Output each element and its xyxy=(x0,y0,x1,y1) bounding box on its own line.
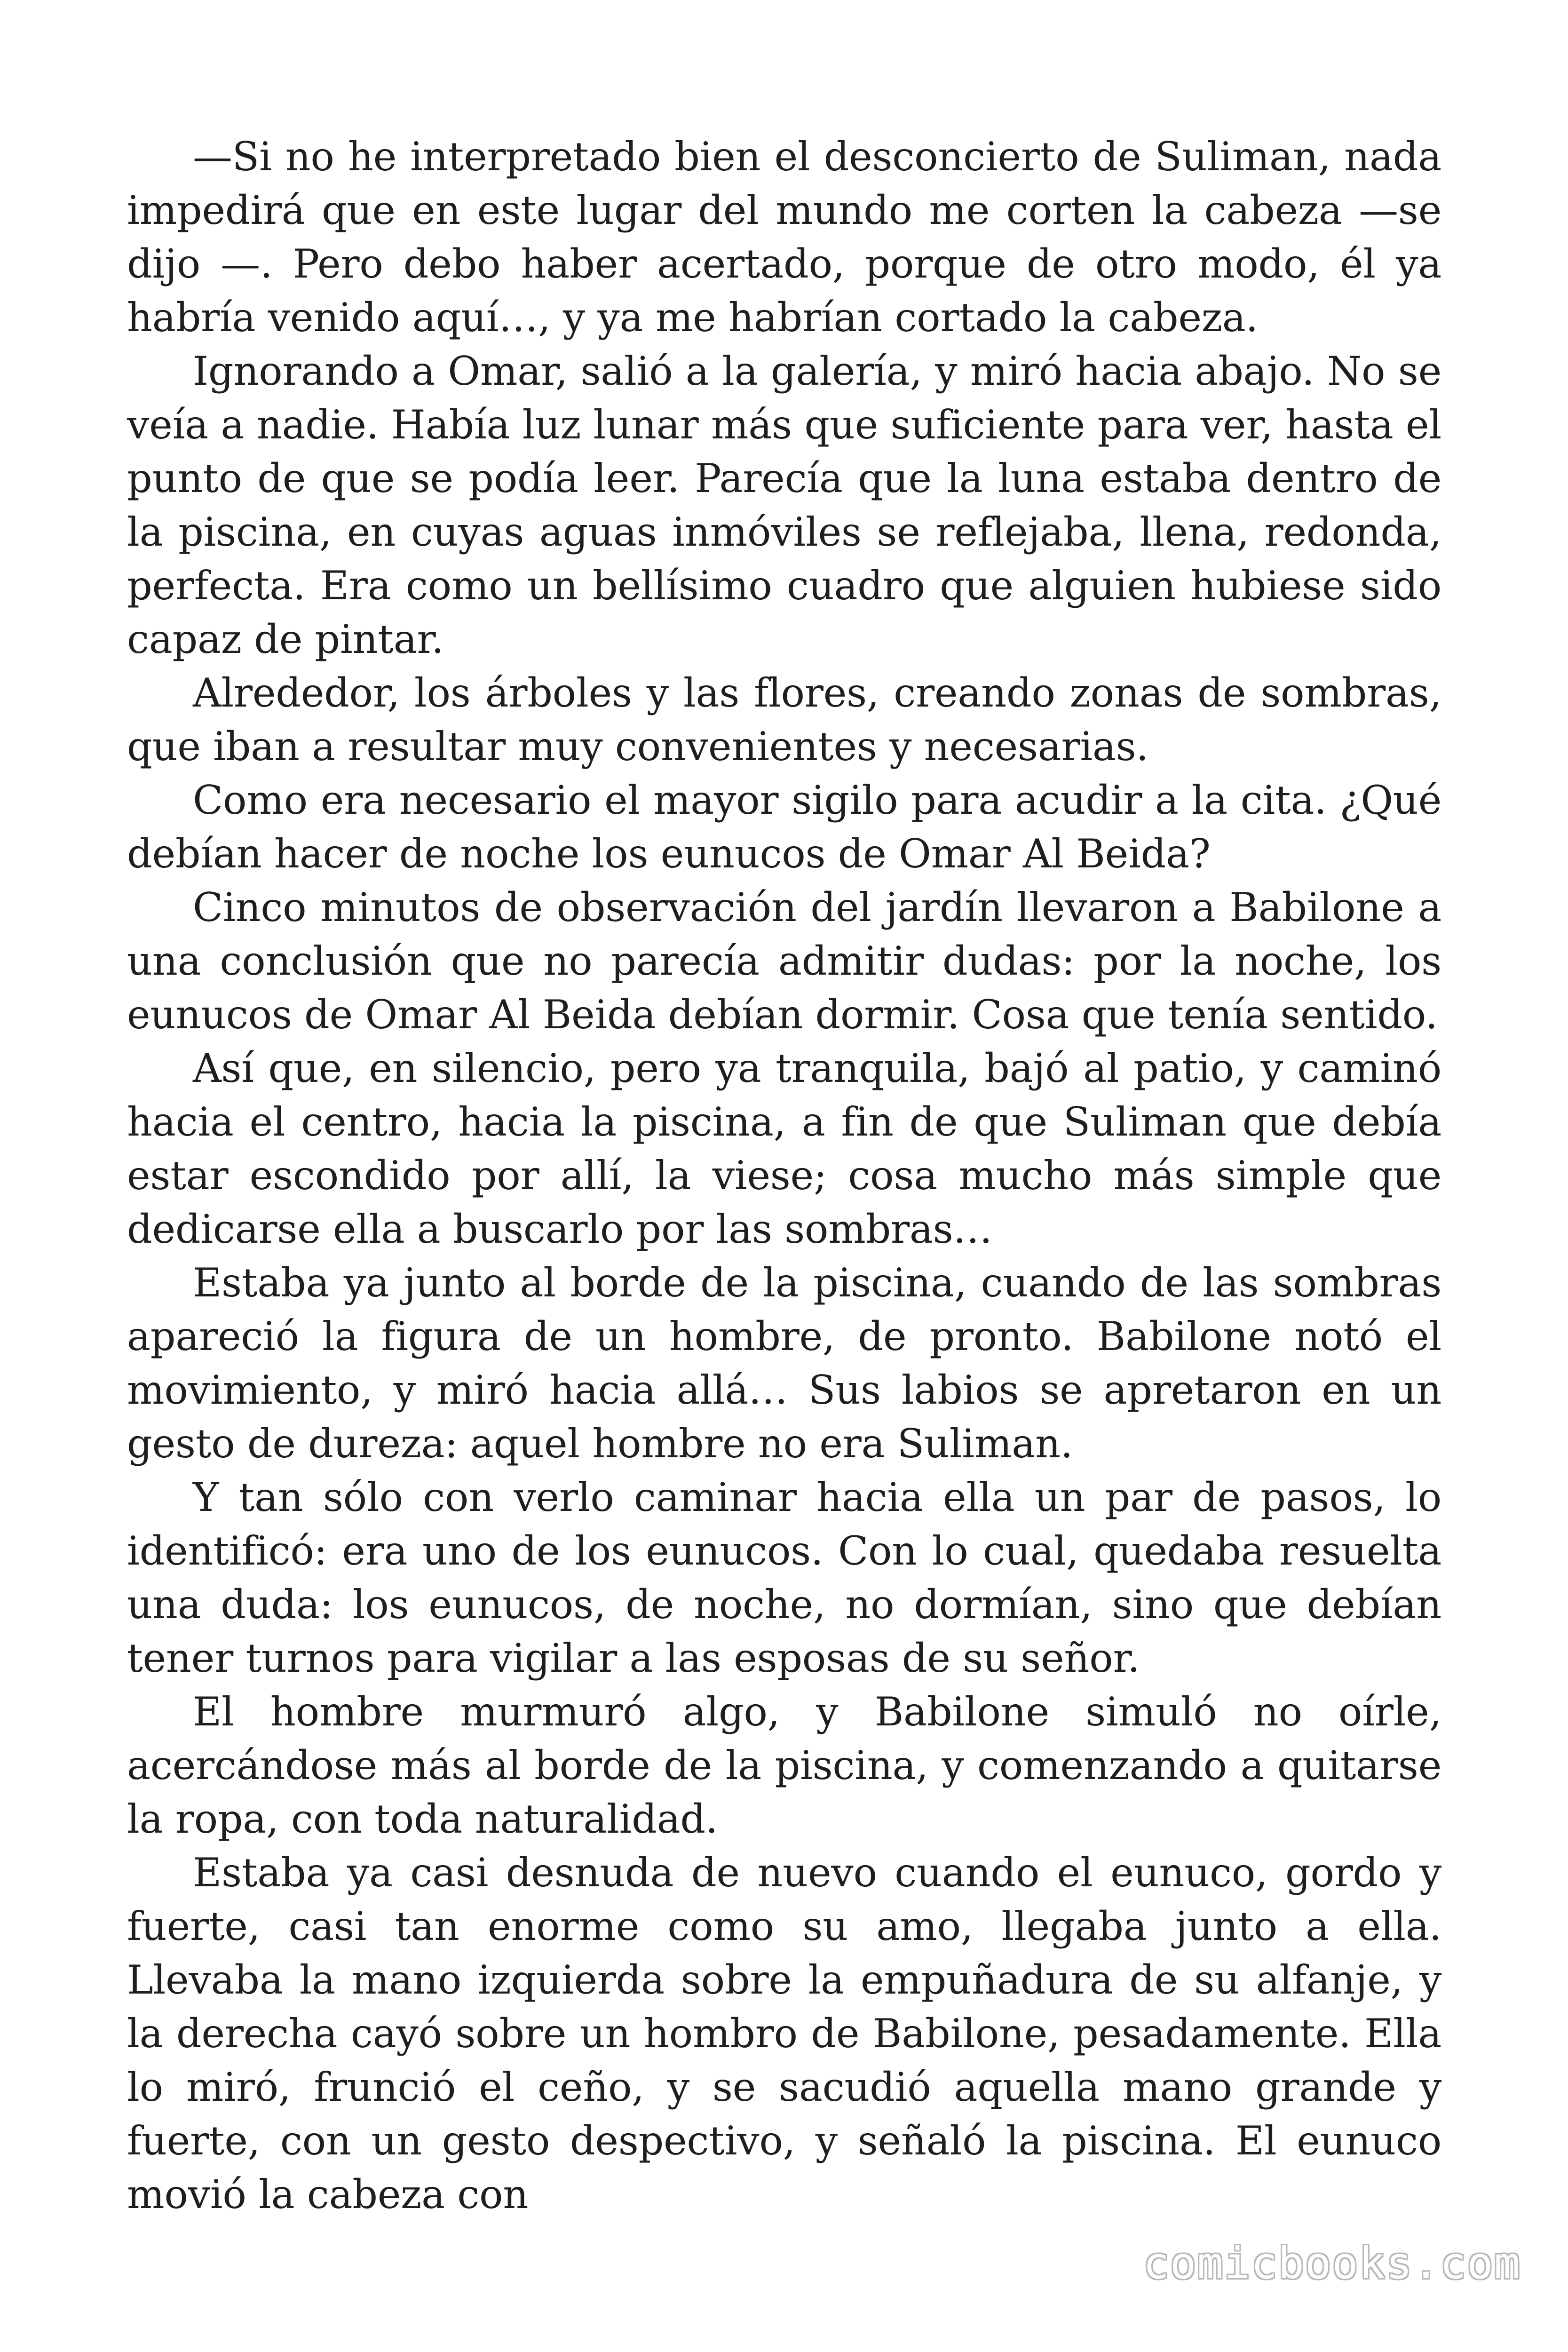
paragraph: Estaba ya junto al borde de la piscina, cuando de las sombras apareció la figura de un hombre, de pronto. Babilone notó el movimiento, y miró hacia allá… Sus labios se apretaron en un gesto de dureza: aquel hombre no era Suliman. xyxy=(127,1260,1441,1467)
page-body xyxy=(127,130,1441,2221)
watermark: comicbooks.com xyxy=(1143,2238,1521,2288)
paragraph: Alrededor, los árboles y las flores, creando zonas de sombras, que iban a resultar muy convenientes y necesarias. xyxy=(127,670,1441,770)
paragraph: El hombre murmuró algo, y Babilone simuló no oírle, acercándose más al borde de la piscina, y comenzando a quitarse la ropa, con toda naturalidad. xyxy=(127,1689,1441,1842)
paragraph: —Si no he interpretado bien el desconcierto de Suliman, nada impedirá que en este lugar del mundo me corten la cabeza —se dijo —. Pero debo haber acertado, porque de otro modo, él ya habría venido aquí…, y ya me habrían cortado la cabeza. xyxy=(127,134,1441,341)
paragraph: Así que, en silencio, pero ya tranquila, bajó al patio, y caminó hacia el centro, hacia la piscina, a fin de que Suliman que debía estar escondido por allí, la viese; cosa mucho más simple que dedicarse ella a buscarlo por las sombras… xyxy=(127,1045,1441,1252)
paragraph: Cinco minutos de observación del jardín llevaron a Babilone a una conclusión que no parecía admitir dudas: por la noche, los eunucos de Omar Al Beida debían dormir. Cosa que tenía sentido. xyxy=(127,884,1441,1038)
paragraph: Ignorando a Omar, salió a la galería, y miró hacia abajo. No se veía a nadie. Había luz lunar más que suficiente para ver, hasta el punto de que se podía leer. Parecía que la luna estaba dentro de la piscina, en cuyas aguas inmóviles se reflejaba, llena, redonda, perfecta. Era como un bellísimo cuadro que alguien hubiese sido capaz de pintar. xyxy=(127,348,1441,662)
paragraph: Y tan sólo con verlo caminar hacia ella un par de pasos, lo identificó: era uno de los eunucos. Con lo cual, quedaba resuelta una duda: los eunucos, de noche, no dormían, sino que debían tener turnos para vigilar a las esposas de su señor. xyxy=(127,1474,1441,1681)
paragraph: Como era necesario el mayor sigilo para acudir a la cita. ¿Qué debían hacer de noche los eunucos de Omar Al Beida? xyxy=(127,777,1441,877)
paragraph: Estaba ya casi desnuda de nuevo cuando el eunuco, gordo y fuerte, casi tan enorme como su amo, llegaba junto a ella. Llevaba la mano izquierda sobre la empuñadura de su alfanje, y la derecha cayó sobre un hombro de Babilone, pesadamente. Ella lo miró, frunció el ceño, y se sacudió aquella mano grande y fuerte, con un gesto despectivo, y señaló la piscina. El eunuco movió la cabeza con xyxy=(127,1850,1441,2217)
